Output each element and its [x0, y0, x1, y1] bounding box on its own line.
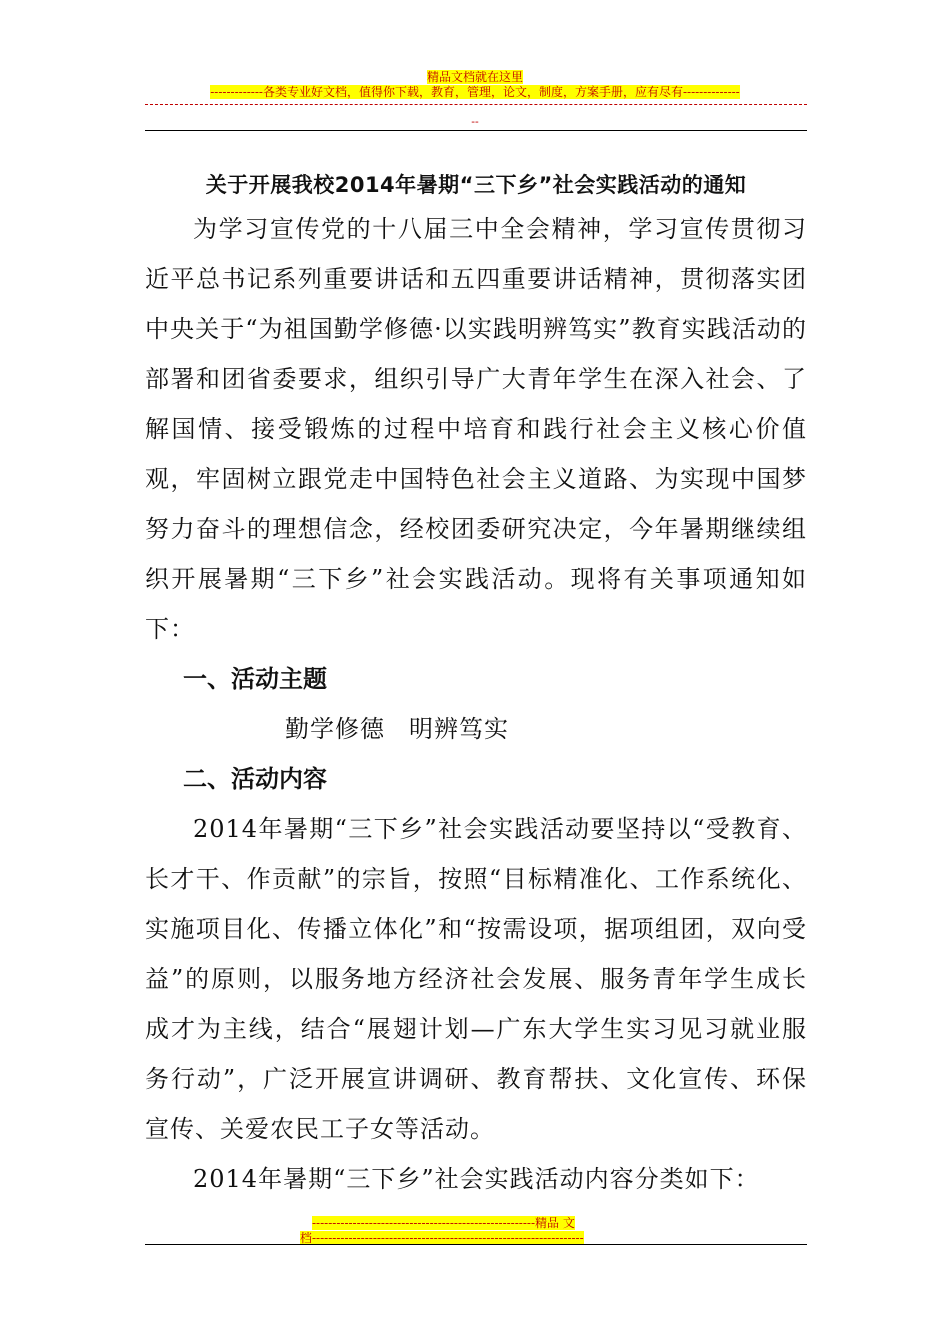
theme-part-2: 明辨笃实 [409, 715, 509, 743]
header-text-2: -------------各类专业好文档，值得你下载，教育，管理，论文，制度，方案手册，应有尽有-------------- [210, 85, 740, 99]
intro-paragraph: 为学习宣传党的十八届三中全会精神，学习宣传贯彻习近平总书记系列重要讲话和五四重要讲话精神，贯彻落实团中央关于“为祖国勤学修德·以实践明辨笃实”教育实践活动的部署和团省委要求，组织引导广大青年学生在深入社会、了解国情、接受锻炼的过程中培育和践行社会主义核心价值观，牢固树立跟党走中国特色社会主义道路、为实现中国梦努力奋斗的理想信念，经校团委研究决定，今年暑期继续组织开展暑期“三下乡”社会实践活动。现将有关事项通知如下： [145, 215, 807, 643]
document-body [145, 166, 807, 1204]
classification-intro: 2014年暑期“三下乡”社会实践活动内容分类如下： [193, 1165, 760, 1193]
activity-theme [145, 704, 807, 754]
header-line-2 [0, 81, 950, 100]
footer-rule [145, 1244, 807, 1245]
header-line-3: -- [471, 115, 479, 128]
header-text-1: 精品文档就在这里 [426, 70, 523, 84]
footer-text-2: 档------------------------------------------------------------------- [300, 1231, 584, 1245]
section-heading-theme: 一、活动主题 [183, 665, 327, 693]
header-rule [145, 130, 807, 131]
document-title: 关于开展我校2014年暑期“三下乡”社会实践活动的通知 [205, 173, 747, 197]
content-paragraph: 2014年暑期“三下乡”社会实践活动要坚持以“受教育、长才干、作贡献”的宗旨，按照“目标精准化、工作系统化、实施项目化、传播立体化”和“按需设项，据项组团，双向受益”的原则，以服务地方经济社会发展、服务青年学生成长成才为主线，结合“展翅计划—广东大学生实习见习就业服务行动”，广泛开展宣讲调研、教育帮扶、文化宣传、环保宣传、关爱农民工子女等活动。 [145, 815, 807, 1143]
footer-text-1: -------------------------------------------------------精品 文 [312, 1216, 575, 1230]
header-dashed-rule [145, 104, 807, 105]
theme-part-1: 勤学修德 [285, 715, 385, 743]
section-heading-content: 二、活动内容 [183, 765, 327, 793]
